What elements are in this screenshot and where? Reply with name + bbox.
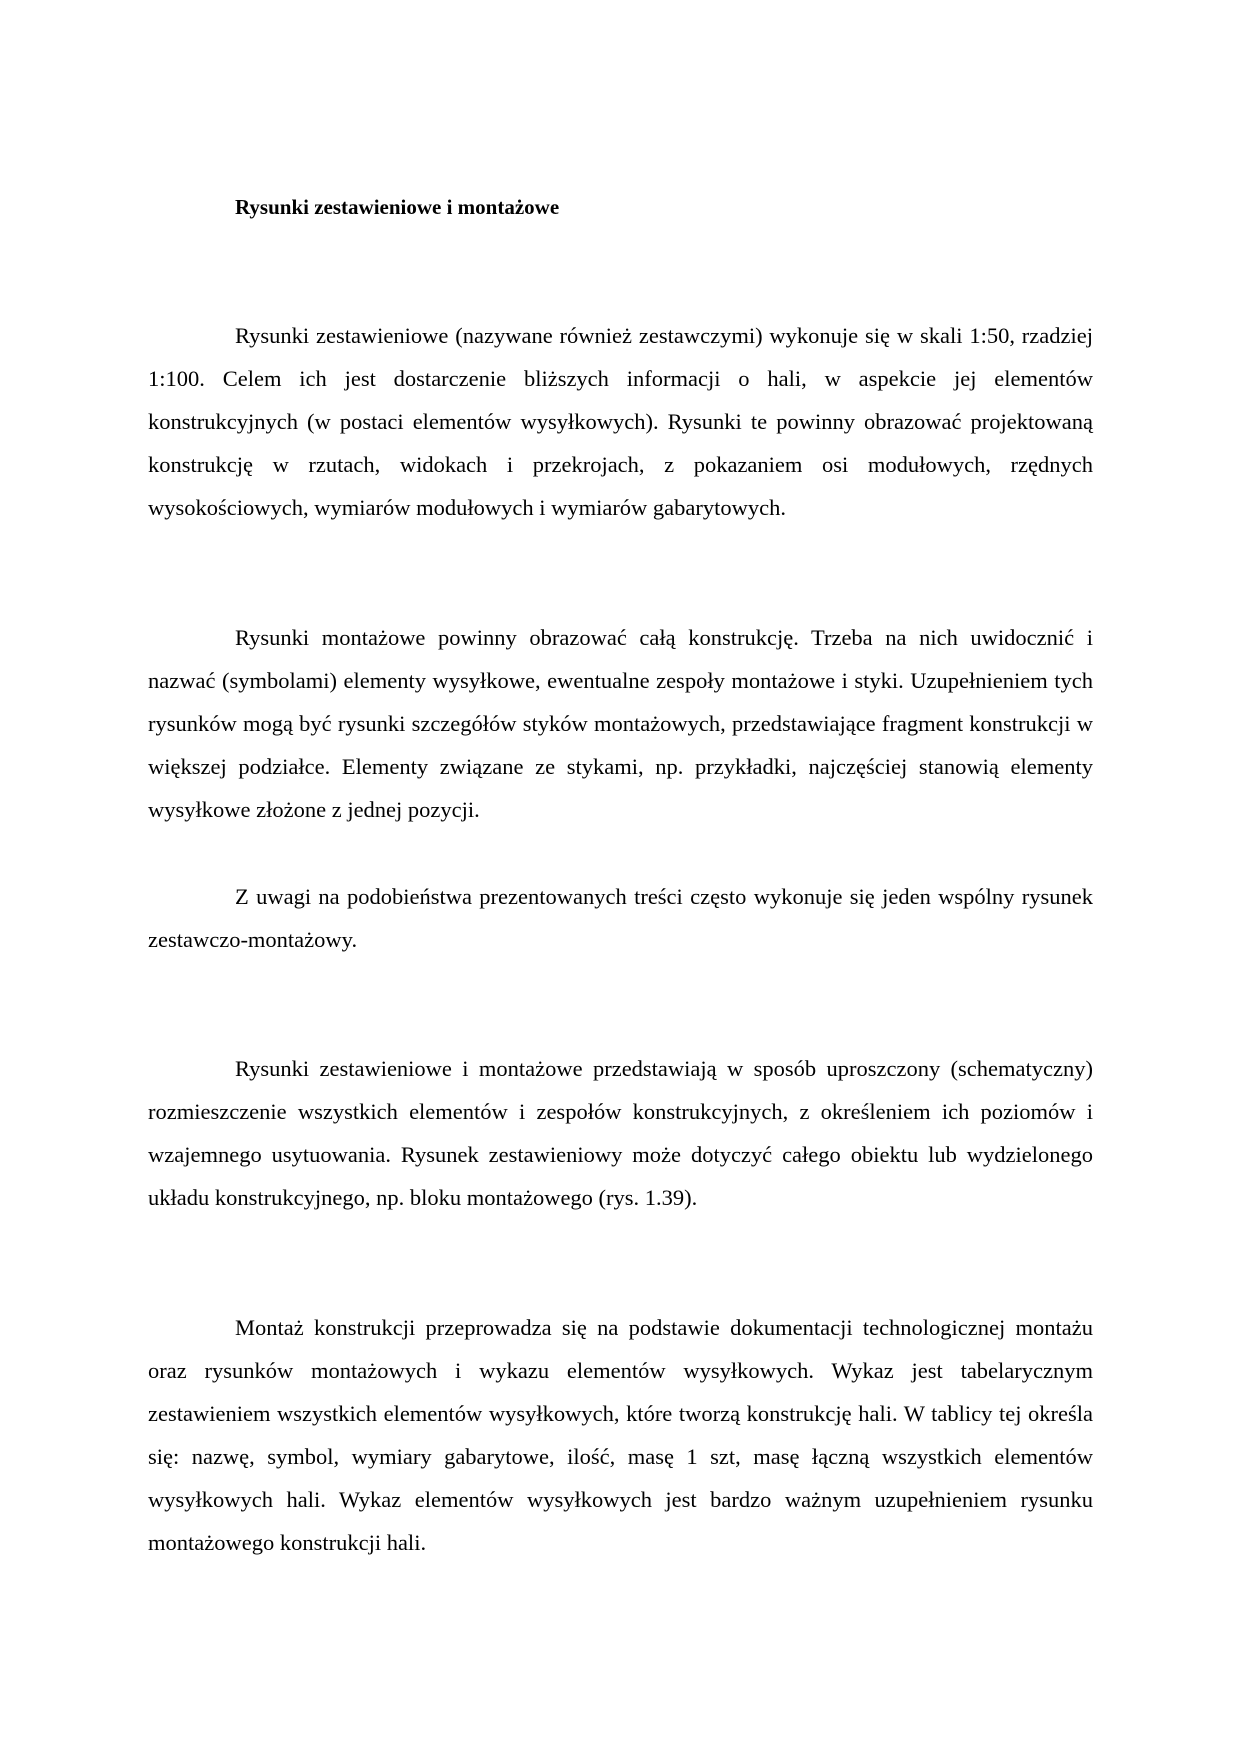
document-page — [148, 0, 1093, 1754]
paragraph-drawings-assembly-overview: Rysunki zestawieniowe (nazywane również zestawczymi) wykonuje się w skali 1:50, rzadziej 1:100. Celem ich jest dostarczenie bliższych informacji o hali, w aspekcie jej elementów konstrukcyjnych (w postaci elementów wysyłkowych). Rysunki te powinny obrazować projektowaną konstrukcję w rzutach, widokach i przekrojach, z pokazaniem osi modułowych, rzędnych wysokościowych, wymiarów modułowych i wymiarów gabarytowych. — [148, 323, 1093, 520]
document-title: Rysunki zestawieniowe i montażowe — [235, 195, 560, 219]
paragraph-simplified-layout: Rysunki zestawieniowe i montażowe przedstawiają w sposób uproszczony (schematyczny) rozmieszczenie wszystkich elementów i zespołów konstrukcyjnych, z określeniem ich poziomów i wzajemnego usytuowania. Rysunek zestawieniowy może dotyczyć całego obiektu lub wydzielonego układu konstrukcyjnego, np. bloku montażowego (rys. 1.39). — [148, 1056, 1093, 1210]
paragraph-combined-drawing: Z uwagi na podobieństwa prezentowanych treści często wykonuje się jeden wspólny rysunek zestawczo-montażowy. — [148, 884, 1093, 952]
paragraph-assembly-drawings: Rysunki montażowe powinny obrazować całą konstrukcję. Trzeba na nich uwidocznić i nazwać (symbolami) elementy wysyłkowe, ewentualne zespoły montażowe i styki. Uzupełnieniem tych rysunków mogą być rysunki szczegółów styków montażowych, przedstawiające fragment konstrukcji w większej podziałce. Elementy związane ze stykami, np. przykładki, najczęściej stanowią elementy wysyłkowe złożone z jednej pozycji. — [148, 625, 1093, 822]
paragraph-assembly-process: Montaż konstrukcji przeprowadza się na podstawie dokumentacji technologicznej montażu oraz rysunków montażowych i wykazu elementów wysyłkowych. Wykaz jest tabelarycznym zestawieniem wszystkich elementów wysyłkowych, które tworzą konstrukcję hali. W tablicy tej określa się: nazwę, symbol, wymiary gabarytowe, ilość, masę 1 szt, masę łączną wszystkich elementów wysyłkowych hali. Wykaz elementów wysyłkowych jest bardzo ważnym uzupełnieniem rysunku montażowego konstrukcji hali. — [148, 1315, 1093, 1555]
